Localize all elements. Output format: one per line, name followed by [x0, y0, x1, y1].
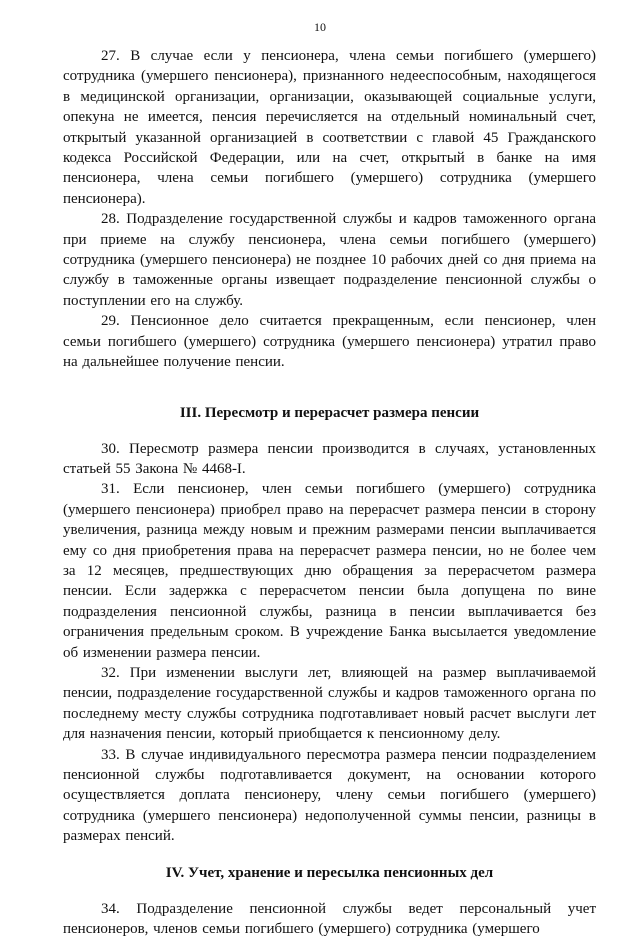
paragraph-28: 28. Подразделение государственной службы и кадров таможенного органа при приеме на службу пенсионера, члена семьи погибшего (умершего) сотрудника (умершего пенсионера) не позднее 10 рабочих дней со дня приема на службу в таможенные органы извещает подразделение пенсионной службы о поступлении его на службу.	[63, 211, 596, 309]
section-3-heading: III. Пересмотр и перерасчет размера пенсии	[179, 404, 480, 421]
paragraph-34: 34. Подразделение пенсионной службы ведет персональный учет пенсионеров, членов семьи погибшего (умершего) сотрудника (умершего	[63, 900, 596, 938]
page-number: 10	[314, 20, 326, 34]
paragraph-27: 27. В случае если у пенсионера, члена семьи погибшего (умершего) сотрудника (умершего пенсионера), признанного недееспособным, находящегося в медицинской организации, организации, оказывающей социальные услуги, опекуна не имеется, пенсия перечисляется на отдельный номинальный счет, открытый указанной организацией в соответствии с главой 45 Гражданского кодекса Российской Федерации, или на счет, открытый в банке на имя пенсионера, члена семьи погибшего (умершего) сотрудника (умершего пенсионера).	[63, 48, 596, 207]
paragraph-32: 32. При изменении выслуги лет, влияющей на размер выплачиваемой пенсии, подразделение государственной службы и кадров таможенного органа по последнему месту службы сотрудника подготавливает новый расчет выслуги лет для назначения пенсии, который приобщается к пенсионному делу.	[63, 664, 596, 743]
paragraph-30: 30. Пересмотр размера пенсии производится в случаях, установленных статьей 55 Закона № 4468-I.	[63, 440, 596, 477]
document-body	[63, 46, 596, 939]
paragraph-29: 29. Пенсионное дело считается прекращенным, если пенсионер, член семьи погибшего (умершего) сотрудника (умершего пенсионера) утратил право на дальнейшее получение пенсии.	[63, 313, 596, 371]
paragraph-33: 33. В случае индивидуального пересмотра размера пенсии подразделением пенсионной службы подготавливается документ, на основании которого осуществляется доплата пенсионеру, члену семьи погибшего (умершего) сотрудника (умершего пенсионера) недополученной суммы пенсии, разницы в размерах пенсий.	[63, 746, 596, 845]
section-4-heading: IV. Учет, хранение и пересылка пенсионных дел	[165, 864, 494, 881]
paragraph-31: 31. Если пенсионер, член семьи погибшего (умершего) сотрудника (умершего пенсионера) приобрел право на перерасчет размера пенсии в сторону увеличения, разница между новым и прежним размерами пенсии выплачивается ему со дня приобретения права на перерасчет размера пенсии, но не более чем за 12 месяцев, предшествующих дню обращения за перерасчетом размера пенсии. Если задержка с перерасчетом пенсии была допущена по вине подразделения пенсионной службы, разница в пенсии выплачивается без ограничения предельным сроком. В учреждение Банка высылается уведомление об изменении размера пенсии.	[63, 481, 596, 661]
